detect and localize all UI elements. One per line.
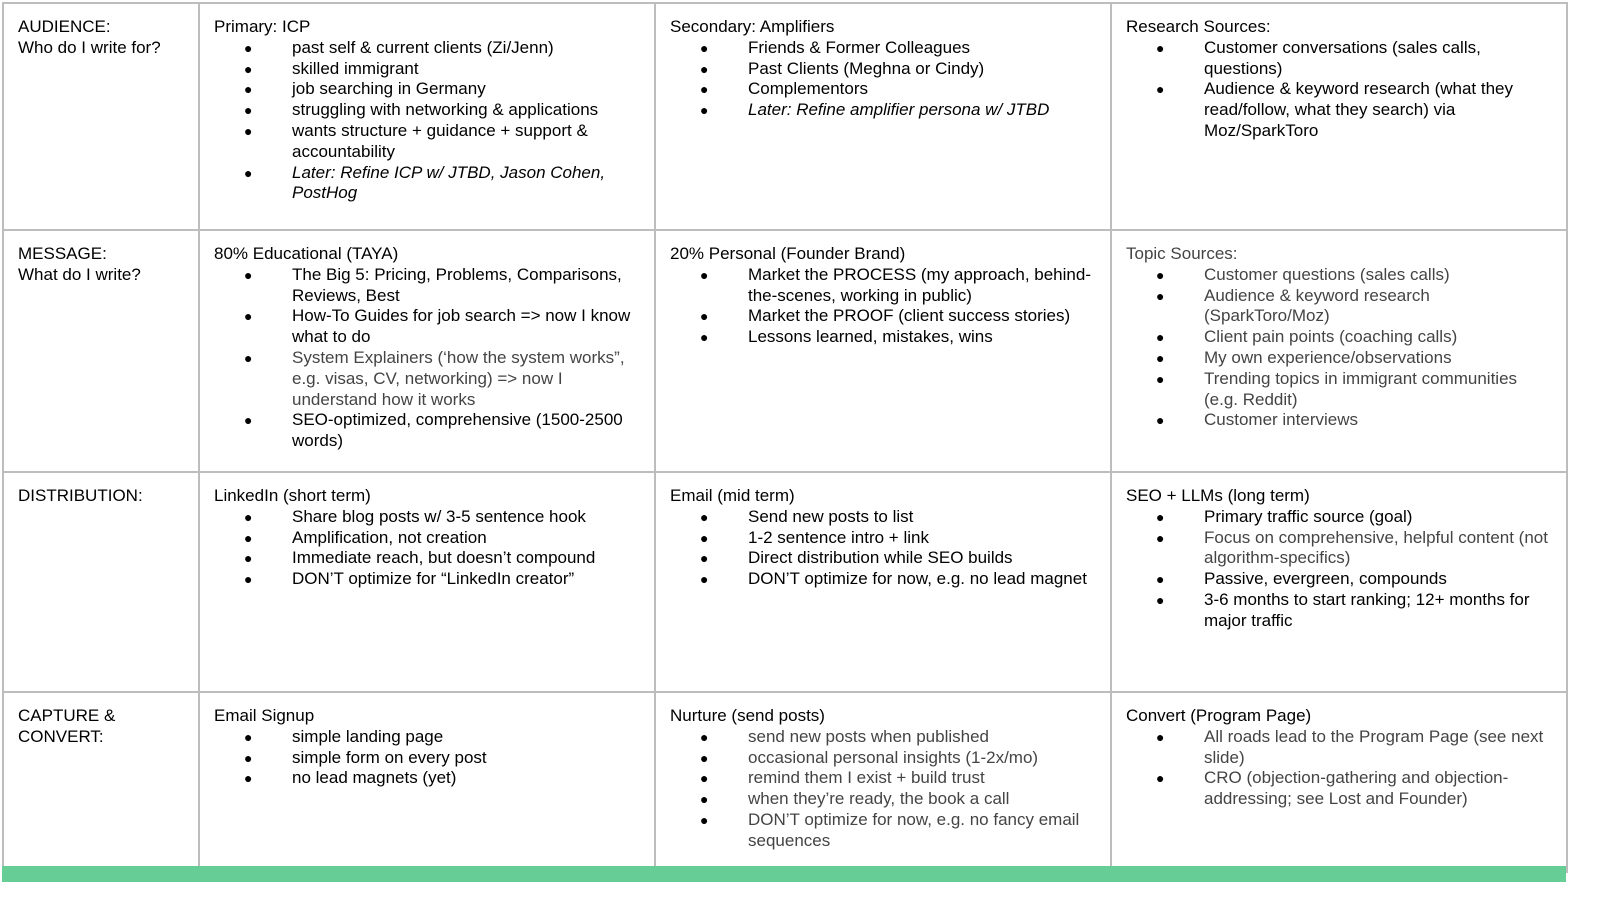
content-cell bbox=[655, 230, 1111, 472]
list-item-text: skilled immigrant bbox=[292, 58, 419, 78]
cell-title: 20% Personal (Founder Brand) bbox=[670, 244, 906, 263]
list-item-text: Immediate reach, but doesn’t compound bbox=[292, 548, 596, 568]
list-item bbox=[214, 727, 640, 748]
content-cell bbox=[1111, 692, 1567, 872]
list-item-text: wants structure + guidance + support & accountability bbox=[292, 120, 588, 161]
list-item bbox=[670, 569, 1096, 590]
bullet-icon: ● bbox=[1156, 81, 1165, 98]
list-item bbox=[214, 306, 640, 348]
list-item-text: Client pain points (coaching calls) bbox=[1204, 327, 1458, 347]
list-item-text: The Big 5: Pricing, Problems, Comparisons, Reviews, Best bbox=[292, 264, 622, 305]
row-label: MESSAGE: What do I write? bbox=[18, 244, 141, 284]
bullet-icon: ● bbox=[1156, 412, 1165, 429]
list-item bbox=[214, 79, 640, 100]
list-item bbox=[214, 768, 640, 789]
bullet-list bbox=[670, 265, 1096, 348]
list-item-text: simple landing page bbox=[292, 726, 444, 746]
list-item-text: Audience & keyword research (what they read/follow, what they search) via Moz/SparkToro bbox=[1204, 79, 1513, 140]
list-item bbox=[214, 548, 640, 569]
list-item-text: Later: Refine ICP w/ JTBD, Jason Cohen, PostHog bbox=[292, 162, 606, 203]
bullet-icon: ● bbox=[244, 39, 253, 56]
content-cell bbox=[1111, 3, 1567, 230]
bullet-list bbox=[670, 38, 1096, 121]
cell-title: LinkedIn (short term) bbox=[214, 486, 371, 505]
row-label-cell bbox=[3, 230, 199, 472]
bullet-list bbox=[1126, 38, 1552, 142]
list-item bbox=[670, 748, 1096, 769]
bullet-list bbox=[670, 727, 1096, 852]
bullet-icon: ● bbox=[1156, 591, 1165, 608]
list-item-text: Passive, evergreen, compounds bbox=[1204, 569, 1447, 589]
list-item-text: DON’T optimize for now, e.g. no lead magnet bbox=[748, 569, 1087, 589]
list-item-text: Send new posts to list bbox=[748, 506, 914, 526]
bullet-icon: ● bbox=[244, 770, 253, 787]
content-cell bbox=[1111, 472, 1567, 692]
row-distribution bbox=[3, 472, 1567, 692]
list-item-text: Trending topics in immigrant communities (e.g. Reddit) bbox=[1204, 368, 1518, 409]
row-label-cell bbox=[3, 3, 199, 230]
cell-title: Email (mid term) bbox=[670, 486, 795, 505]
bullet-icon: ● bbox=[244, 266, 253, 283]
cell-title: SEO + LLMs (long term) bbox=[1126, 486, 1310, 505]
bullet-icon: ● bbox=[244, 308, 253, 325]
list-item bbox=[1126, 590, 1552, 632]
list-item-text: Market the PROOF (client success stories) bbox=[748, 306, 1071, 326]
list-item bbox=[670, 79, 1096, 100]
list-item bbox=[1126, 348, 1552, 369]
bullet-icon: ● bbox=[700, 329, 709, 346]
bullet-icon: ● bbox=[1156, 266, 1165, 283]
list-item-text: Customer interviews bbox=[1204, 410, 1358, 430]
list-item bbox=[214, 528, 640, 549]
bullet-icon: ● bbox=[244, 102, 253, 119]
list-item-text: All roads lead to the Program Page (see next slide) bbox=[1204, 726, 1544, 767]
list-item-text: simple form on every post bbox=[292, 747, 487, 767]
list-item bbox=[1126, 768, 1552, 810]
bullet-icon: ● bbox=[700, 770, 709, 787]
list-item-text: job searching in Germany bbox=[292, 79, 486, 99]
bullet-icon: ● bbox=[1156, 728, 1165, 745]
list-item-text: Customer conversations (sales calls, questions) bbox=[1204, 37, 1481, 78]
content-cell bbox=[199, 230, 655, 472]
list-item bbox=[214, 38, 640, 59]
bullet-icon: ● bbox=[1156, 349, 1165, 366]
bullet-icon: ● bbox=[244, 529, 253, 546]
cell-title: Primary: ICP bbox=[214, 17, 311, 36]
list-item bbox=[670, 810, 1096, 852]
list-item-text: 3-6 months to start ranking; 12+ months for major traffic bbox=[1204, 589, 1530, 630]
bullet-icon: ● bbox=[700, 529, 709, 546]
list-item-text: Audience & keyword research (SparkToro/Moz) bbox=[1204, 285, 1430, 326]
bullet-icon: ● bbox=[244, 571, 253, 588]
row-capture-convert bbox=[3, 692, 1567, 872]
bullet-icon: ● bbox=[700, 811, 709, 828]
list-item bbox=[1126, 410, 1552, 431]
list-item bbox=[670, 528, 1096, 549]
bullet-icon: ● bbox=[700, 791, 709, 808]
content-cell bbox=[655, 3, 1111, 230]
bullet-icon: ● bbox=[244, 728, 253, 745]
bullet-icon: ● bbox=[700, 266, 709, 283]
bullet-icon: ● bbox=[244, 550, 253, 567]
list-item-text: Market the PROCESS (my approach, behind-the-scenes, working in public) bbox=[748, 264, 1091, 305]
cell-title: Email Signup bbox=[214, 706, 315, 725]
content-cell bbox=[655, 472, 1111, 692]
row-label-cell bbox=[3, 472, 199, 692]
list-item-text: struggling with networking & applications bbox=[292, 100, 599, 120]
bullet-icon: ● bbox=[1156, 287, 1165, 304]
bullet-icon: ● bbox=[1156, 329, 1165, 346]
list-item-text: DON’T optimize for “LinkedIn creator” bbox=[292, 569, 575, 589]
list-item bbox=[1126, 727, 1552, 769]
content-cell bbox=[1111, 230, 1567, 472]
list-item-text: 1-2 sentence intro + link bbox=[748, 527, 929, 547]
bullet-icon: ● bbox=[244, 122, 253, 139]
list-item-text: no lead magnets (yet) bbox=[292, 768, 457, 788]
list-item bbox=[670, 38, 1096, 59]
bullet-list bbox=[214, 727, 640, 789]
list-item-text: How-To Guides for job search => now I know what to do bbox=[292, 306, 631, 347]
bullet-list bbox=[214, 507, 640, 590]
bullet-icon: ● bbox=[700, 102, 709, 119]
list-item bbox=[670, 265, 1096, 307]
list-item bbox=[670, 100, 1096, 121]
row-message bbox=[3, 230, 1567, 472]
list-item-text: remind them I exist + build trust bbox=[748, 768, 985, 788]
list-item bbox=[214, 569, 640, 590]
bullet-icon: ● bbox=[244, 81, 253, 98]
list-item bbox=[1126, 507, 1552, 528]
list-item bbox=[214, 348, 640, 410]
bullet-icon: ● bbox=[244, 349, 253, 366]
content-cell bbox=[199, 472, 655, 692]
list-item bbox=[670, 768, 1096, 789]
bullet-list bbox=[1126, 265, 1552, 431]
list-item bbox=[214, 121, 640, 163]
content-cell bbox=[655, 692, 1111, 872]
list-item-text: Amplification, not creation bbox=[292, 527, 487, 547]
bullet-icon: ● bbox=[1156, 39, 1165, 56]
list-item bbox=[670, 789, 1096, 810]
bullet-icon: ● bbox=[1156, 508, 1165, 525]
cell-title: Research Sources: bbox=[1126, 17, 1271, 36]
list-item bbox=[214, 507, 640, 528]
bullet-icon: ● bbox=[244, 749, 253, 766]
list-item-text: My own experience/observations bbox=[1204, 347, 1452, 367]
list-item bbox=[1126, 286, 1552, 328]
list-item bbox=[670, 306, 1096, 327]
list-item bbox=[1126, 79, 1552, 141]
list-item-text: Direct distribution while SEO builds bbox=[748, 548, 1013, 568]
bullet-icon: ● bbox=[700, 308, 709, 325]
row-label: CAPTURE & CONVERT: bbox=[18, 706, 116, 746]
cell-title: Secondary: Amplifiers bbox=[670, 17, 835, 36]
cell-title: Nurture (send posts) bbox=[670, 706, 825, 725]
bullet-icon: ● bbox=[1156, 529, 1165, 546]
list-item-text: DON’T optimize for now, e.g. no fancy email sequences bbox=[748, 809, 1080, 850]
bullet-list bbox=[214, 265, 640, 452]
list-item bbox=[670, 327, 1096, 348]
bullet-icon: ● bbox=[244, 412, 253, 429]
bullet-list bbox=[670, 507, 1096, 590]
list-item-text: Friends & Former Colleagues bbox=[748, 37, 971, 57]
list-item bbox=[214, 59, 640, 80]
bullet-icon: ● bbox=[700, 508, 709, 525]
list-item bbox=[1126, 265, 1552, 286]
bullet-icon: ● bbox=[244, 508, 253, 525]
list-item-text: past self & current clients (Zi/Jenn) bbox=[292, 37, 554, 57]
list-item-text: Lessons learned, mistakes, wins bbox=[748, 327, 993, 347]
list-item bbox=[670, 548, 1096, 569]
bullet-icon: ● bbox=[244, 164, 253, 181]
accent-bar bbox=[2, 866, 1566, 882]
bullet-icon: ● bbox=[700, 571, 709, 588]
list-item bbox=[214, 100, 640, 121]
bullet-icon: ● bbox=[1156, 571, 1165, 588]
bullet-list bbox=[214, 38, 640, 204]
list-item-text: System Explainers (‘how the system works”, e.g. visas, CV, networking) => now I understand how it works bbox=[292, 347, 625, 409]
content-cell bbox=[199, 3, 655, 230]
list-item-text: Customer questions (sales calls) bbox=[1204, 264, 1450, 284]
list-item bbox=[214, 265, 640, 307]
list-item bbox=[214, 163, 640, 205]
list-item-text: CRO (objection-gathering and objection-addressing; see Lost and Founder) bbox=[1204, 768, 1509, 809]
list-item bbox=[1126, 38, 1552, 80]
cell-title: 80% Educational (TAYA) bbox=[214, 244, 399, 263]
cell-title: Topic Sources: bbox=[1126, 244, 1238, 263]
row-label: DISTRIBUTION: bbox=[18, 486, 143, 505]
bullet-icon: ● bbox=[700, 749, 709, 766]
list-item-text: Share blog posts w/ 3-5 sentence hook bbox=[292, 506, 586, 526]
row-audience bbox=[3, 3, 1567, 230]
row-label-cell bbox=[3, 692, 199, 872]
bullet-icon: ● bbox=[700, 728, 709, 745]
list-item-text: send new posts when published bbox=[748, 726, 989, 746]
bullet-icon: ● bbox=[700, 81, 709, 98]
list-item bbox=[1126, 528, 1552, 570]
list-item bbox=[670, 507, 1096, 528]
list-item-text: Primary traffic source (goal) bbox=[1204, 506, 1413, 526]
list-item-text: Focus on comprehensive, helpful content (not algorithm-specifics) bbox=[1204, 527, 1548, 568]
list-item bbox=[670, 59, 1096, 80]
list-item-text: Later: Refine amplifier persona w/ JTBD bbox=[748, 100, 1050, 120]
list-item-text: Complementors bbox=[748, 79, 868, 99]
bullet-icon: ● bbox=[1156, 370, 1165, 387]
list-item-text: occasional personal insights (1-2x/mo) bbox=[748, 747, 1039, 767]
strategy-table bbox=[2, 2, 1568, 873]
bullet-icon: ● bbox=[1156, 770, 1165, 787]
bullet-icon: ● bbox=[700, 60, 709, 77]
bullet-list bbox=[1126, 727, 1552, 810]
cell-title: Convert (Program Page) bbox=[1126, 706, 1312, 725]
bullet-icon: ● bbox=[700, 550, 709, 567]
row-label: AUDIENCE: Who do I write for? bbox=[18, 17, 161, 57]
list-item-text: SEO-optimized, comprehensive (1500-2500 words) bbox=[292, 410, 623, 451]
content-cell bbox=[199, 692, 655, 872]
list-item bbox=[670, 727, 1096, 748]
list-item bbox=[1126, 369, 1552, 411]
list-item bbox=[1126, 327, 1552, 348]
list-item-text: when they’re ready, the book a call bbox=[748, 789, 1010, 809]
list-item-text: Past Clients (Meghna or Cindy) bbox=[748, 58, 985, 78]
list-item bbox=[214, 748, 640, 769]
bullet-list bbox=[1126, 507, 1552, 632]
bullet-icon: ● bbox=[244, 60, 253, 77]
bullet-icon: ● bbox=[700, 39, 709, 56]
list-item bbox=[1126, 569, 1552, 590]
list-item bbox=[214, 410, 640, 452]
